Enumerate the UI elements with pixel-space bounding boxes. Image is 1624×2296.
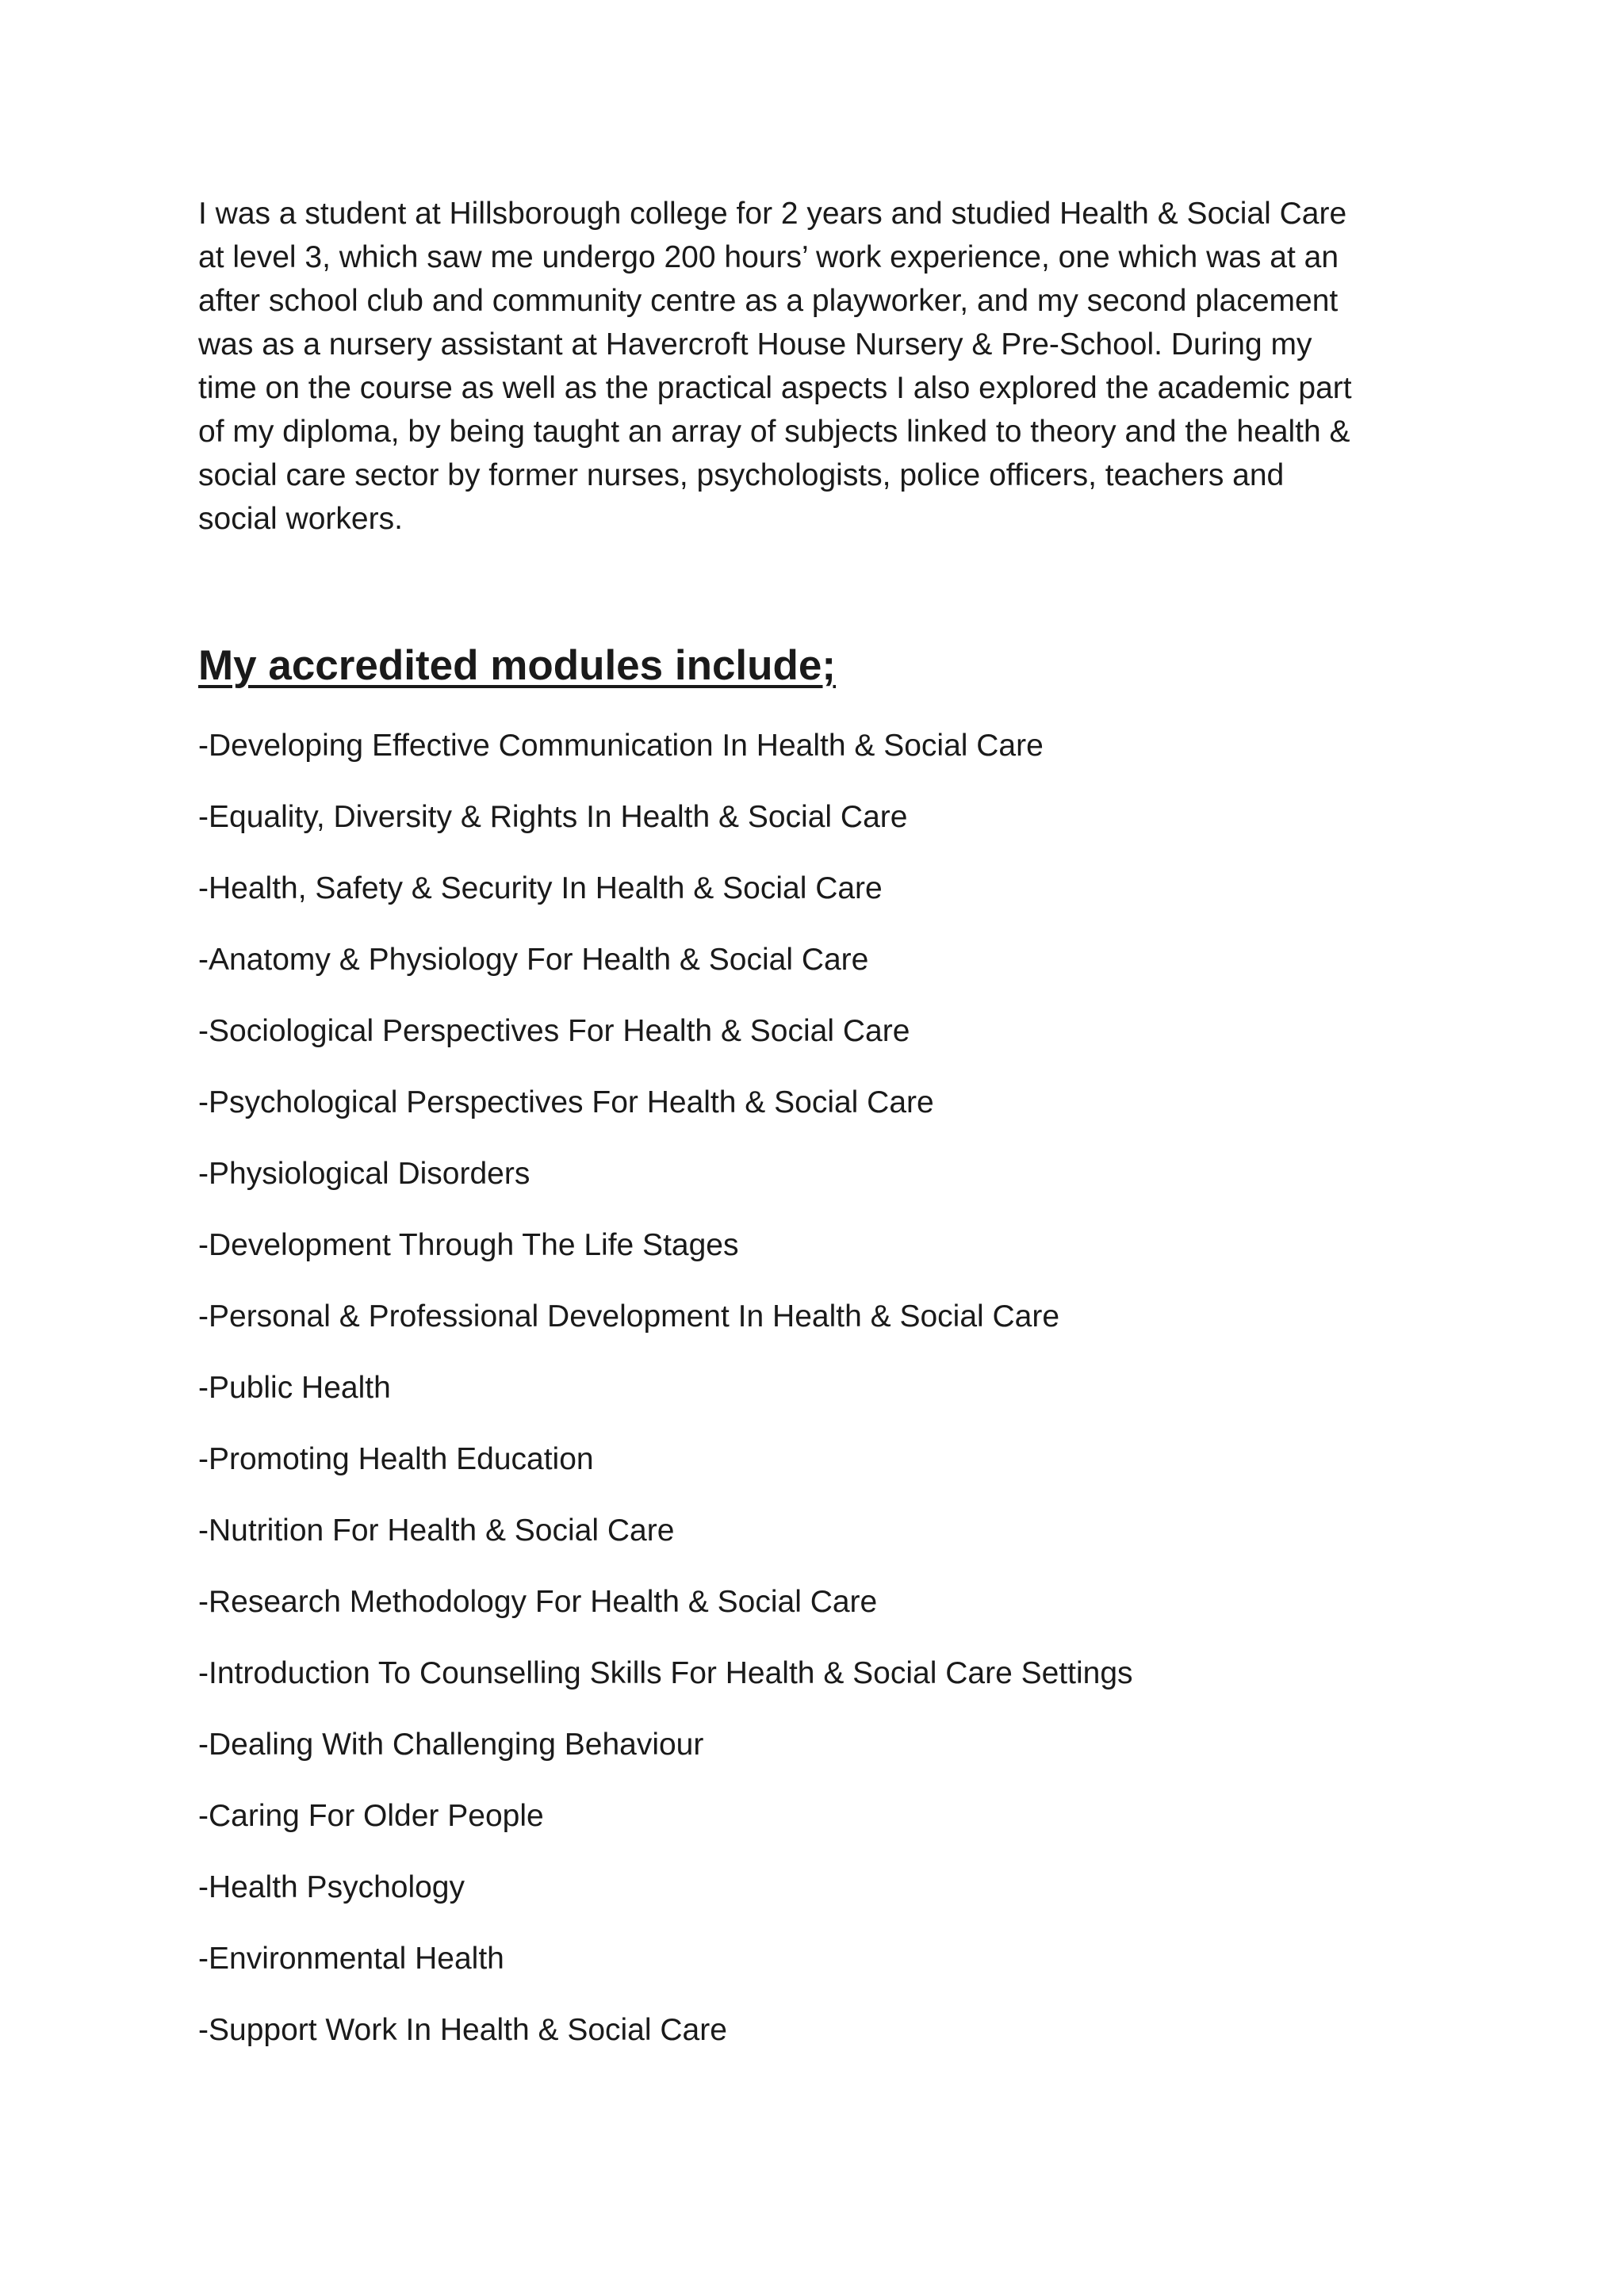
module-item: -Physiological Disorders [198, 1157, 530, 1191]
intro-line: was as a nursery assistant at Havercroft House Nursery & Pre-School. During my [198, 327, 1312, 362]
intro-line: at level 3, which saw me undergo 200 hours’ work experience, one which was at an [198, 240, 1339, 274]
module-item: -Anatomy & Physiology For Health & Social Care [198, 943, 869, 977]
module-item: -Public Health [198, 1371, 391, 1405]
module-item: -Introduction To Counselling Skills For Health & Social Care Settings [198, 1656, 1133, 1690]
intro-line: social care sector by former nurses, psychologists, police officers, teachers and [198, 458, 1285, 492]
module-item: -Developing Effective Communication In Health & Social Care [198, 729, 1044, 763]
module-item: -Equality, Diversity & Rights In Health & Social Care [198, 800, 908, 834]
module-item: -Personal & Professional Development In Health & Social Care [198, 1299, 1060, 1334]
intro-line: I was a student at Hillsborough college for 2 years and studied Health & Social Care [198, 197, 1347, 231]
modules-list [198, 726, 1133, 2082]
intro-line: after school club and community centre as a playworker, and my second placement [198, 284, 1339, 318]
intro-line: time on the course as well as the practical aspects I also explored the academic part [198, 371, 1352, 405]
module-item: -Nutrition For Health & Social Care [198, 1513, 675, 1548]
module-item: -Environmental Health [198, 1942, 504, 1976]
module-item: -Dealing With Challenging Behaviour [198, 1728, 704, 1762]
module-item: -Sociological Perspectives For Health & Social Care [198, 1014, 910, 1048]
module-item: -Psychological Perspectives For Health & Social Care [198, 1085, 934, 1119]
intro-paragraph [198, 192, 1435, 541]
module-item: -Promoting Health Education [198, 1442, 594, 1476]
module-item: -Caring For Older People [198, 1799, 544, 1833]
module-item: -Development Through The Life Stages [198, 1228, 739, 1262]
module-item: -Health, Safety & Security In Health & Social Care [198, 871, 883, 905]
intro-line: of my diploma, by being taught an array of subjects linked to theory and the health & [198, 415, 1350, 449]
module-item: -Support Work In Health & Social Care [198, 2013, 727, 2047]
module-item: -Research Methodology For Health & Social Care [198, 1585, 878, 1619]
modules-heading: My accredited modules include; [198, 642, 837, 689]
intro-line: social workers. [198, 502, 403, 536]
module-item: -Health Psychology [198, 1870, 465, 1904]
